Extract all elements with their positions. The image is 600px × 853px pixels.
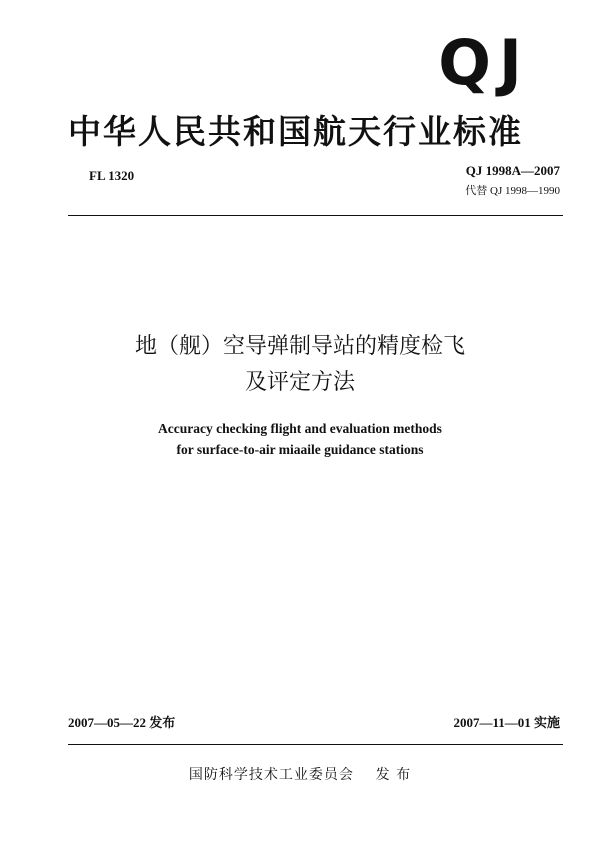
qj-logo: QJ: [438, 26, 530, 99]
document-title-cn-line1: 地（舰）空导弹制导站的精度检飞: [134, 334, 465, 359]
document-title-cn-line2: 及评定方法: [244, 370, 355, 395]
footer-divider: [68, 744, 563, 745]
document-title-en-line1: Accuracy checking flight and evaluation methods: [158, 421, 442, 436]
header-divider: [68, 215, 563, 216]
replaces-standard: 代替 QJ 1998—1990: [465, 185, 560, 197]
document-title-en-line2: for surface-to-air miaaile guidance stations: [176, 442, 424, 457]
implementation-date: 2007—11—01 实施: [453, 715, 560, 730]
issue-date: 2007—05—22 发布: [68, 715, 176, 730]
classification-code: FL 1320: [89, 168, 135, 183]
standard-number: QJ 1998A—2007: [465, 163, 560, 178]
industry-standard-title: 中华人民共和国航天行业标准: [68, 112, 523, 151]
publisher: 国防科学技术工业委员会 发 布: [188, 767, 412, 783]
